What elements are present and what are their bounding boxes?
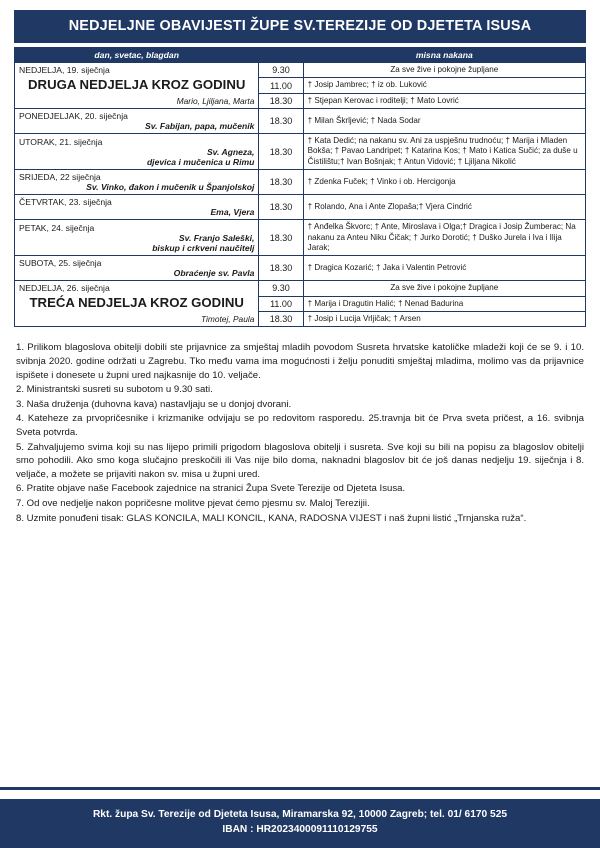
mass-time: 18.30: [259, 170, 303, 195]
day-cell: [15, 220, 259, 256]
mass-intention: Za sve žive i pokojne župljane: [303, 63, 585, 78]
note-item: 5. Zahvaljujemo svima koji su nas lijepo primili prigodom blagoslova obitelji i susreta. Sve koji su bili na popisu za blagoslov obitelji smo pohodili. Ako smo koga slučajno preskočili ili Vas nije bilo doma, naknadni blagoslov bit će još danas nedjelju 19. siječnja i 8. veljače, a možete se prijaviti nakon sv. misa u župni ured.: [16, 441, 584, 480]
column-header-time: [259, 48, 303, 63]
mass-time: 18.30: [259, 134, 303, 170]
column-header-day: dan, svetac, blagdan: [15, 48, 259, 63]
day-label: SRIJEDA, 22 siječnja: [19, 172, 101, 183]
mass-time: 18.30: [259, 256, 303, 281]
saint-label: Sv. Vinko, đakon i mučenik u Španjolskoj: [86, 182, 255, 193]
nameday-label: Timotej, Paula: [200, 314, 255, 325]
mass-schedule-table: [14, 47, 586, 327]
table-row: [15, 170, 586, 195]
mass-time: 11.00: [259, 296, 303, 311]
day-label: ČETVRTAK, 23. siječnja: [19, 197, 112, 208]
day-label: NEDJELJA, 19. siječnja: [19, 65, 110, 76]
day-label: UTORAK, 21. siječnja: [19, 136, 103, 147]
day-cell: [15, 63, 259, 109]
day-cell: [15, 256, 259, 281]
note-item: 2. Ministrantski susreti su subotom u 9.30 sati.: [16, 384, 213, 396]
day-cell: [15, 134, 259, 170]
mass-intention: † Zdenka Fuček; † Vinko i ob. Hercigonja: [303, 170, 585, 195]
day-label: PETAK, 24. siječnja: [19, 222, 95, 233]
mass-intention: † Anđelka Škvorc; † Ante, Miroslava i Olga;† Dragica i Josip Žumberac; Na nakanu za Anteu Niku Čičak; † Jurko Dorotić; † Duško Jurela i Iva i Ilija Jarak;: [303, 220, 585, 256]
day-label: PONEDJELJAK, 20. siječnja: [19, 111, 128, 122]
mass-time: 18.30: [259, 195, 303, 220]
mass-time: 18.30: [259, 93, 303, 108]
mass-time: 9.30: [259, 281, 303, 296]
sunday-title: TREĆA NEDJELJA KROZ GODINU: [29, 295, 244, 311]
note-item: 8. Uzmite ponuđeni tisak: GLAS KONCILA, MALI KONCIL, KANA, RADOSNA VIJEST i naš župni listić „Trnjanska ruža“.: [16, 512, 527, 524]
saint-label: Sv. Fabijan, papa, mučenik: [145, 121, 255, 132]
table-row: [15, 220, 586, 256]
footer-iban: IBAN : HR2023400091110129755: [222, 824, 378, 836]
column-header-intention: misna nakana: [303, 48, 585, 63]
table-row: [15, 256, 586, 281]
table-row: [15, 195, 586, 220]
day-cell: [15, 195, 259, 220]
day-cell: [15, 281, 259, 327]
table-row: [15, 134, 586, 170]
saint-label: Sv. Franjo Saleški, biskup i crkveni naučitelj: [152, 232, 255, 253]
mass-time: 18.30: [259, 220, 303, 256]
table-row: [15, 109, 586, 134]
footer: [0, 799, 600, 848]
page-title: NEDJELJNE OBAVIJESTI ŽUPE SV.TEREZIJE OD DJETETA ISUSA: [14, 10, 586, 43]
mass-time: 9.30: [259, 63, 303, 78]
mass-intention: † Dragica Kozarić; † Jaka i Valentin Petrović: [303, 256, 585, 281]
note-item: 3. Naša druženja (duhovna kava) nastavljaju se u donjoj dvorani.: [16, 398, 292, 410]
mass-intention: † Josip i Lucija Vrljičak; † Arsen: [303, 311, 585, 326]
day-cell: [15, 109, 259, 134]
mass-intention: † Kata Dedić; na nakanu sv. Ani za uspješnu trudnoću; † Marija i Mladen Bokša; † Pavao Landripet; † Katarina Kos; † Mato i Katica Sučić; za duše u Čistilištu;† Ivan Bošnjak; † Antun Vidović; † Ljiljana Nikolić: [303, 134, 585, 170]
table-row: [15, 63, 586, 78]
day-label: NEDJELJA, 26. siječnja: [19, 283, 110, 294]
sunday-title: DRUGA NEDJELJA KROZ GODINU: [28, 77, 246, 93]
notes-section: [14, 341, 586, 525]
day-cell: [15, 170, 259, 195]
mass-time: 18.30: [259, 109, 303, 134]
schedule-body: [15, 48, 586, 327]
note-item: 1. Prilikom blagoslova obitelji dobili ste prijavnice za smještaj mladih povodom Susreta hrvatske katoličke mladeži koji će se 9. i 10. svibnja 2020. godine održati u Zagrebu. Tko među vama ima mogućnosti i želju ponuditi smještaj mladima, molimo vas da prijavnice ispišete i donesete u župni ured najkasnije do 10. veljače.: [16, 342, 584, 381]
footer-address: Rkt. župa Sv. Terezije od Djeteta Isusa, Miramarska 92, 10000 Zagreb; tel. 01/ 6170 525: [92, 809, 508, 821]
mass-intention: † Stjepan Kerovac i roditelji; † Mato Lovrić: [303, 93, 585, 108]
table-row: [15, 281, 586, 296]
footer-divider: [0, 787, 600, 790]
mass-time: 11.00: [259, 78, 303, 93]
table-header-row: [15, 48, 586, 63]
note-item: 4. Kateheze za prvopričesnike i krizmanike odvijaju se po redovitom rasporedu. 25.travnja bit će Prva sveta pričest, a 16. svibnja Sveta potvrda.: [16, 413, 584, 438]
mass-intention: † Marija i Dragutin Halić; † Nenad Badurina: [303, 296, 585, 311]
mass-intention: † Milan Škrljević; † Nada Sodar: [303, 109, 585, 134]
mass-time: 18.30: [259, 311, 303, 326]
saint-label: Obraćenje sv. Pavla: [173, 268, 255, 279]
mass-intention: † Rolando, Ana i Ante Zlopaša;† Vjera Cindrić: [303, 195, 585, 220]
nameday-label: Mario, Ljiljana, Marta: [176, 95, 255, 106]
note-item: 7. Od ove nedjelje nakon popričesne molitve pjevat ćemo pjesmu sv. Maloj Terezijii.: [16, 498, 370, 510]
note-item: 6. Pratite objave naše Facebook zajednice na stranici Župa Svete Terezije od Djeteta Isusa.: [16, 483, 406, 495]
saint-label: Sv. Agneza, djevica i mučenica u Rimu: [146, 146, 255, 167]
mass-intention: † Josip Jambrec; † iz ob. Luković: [303, 78, 585, 93]
saint-label: Ema, Vjera: [210, 207, 255, 218]
day-label: SUBOTA, 25. siječnja: [19, 258, 102, 269]
mass-intention: Za sve žive i pokojne župljane: [303, 281, 585, 296]
